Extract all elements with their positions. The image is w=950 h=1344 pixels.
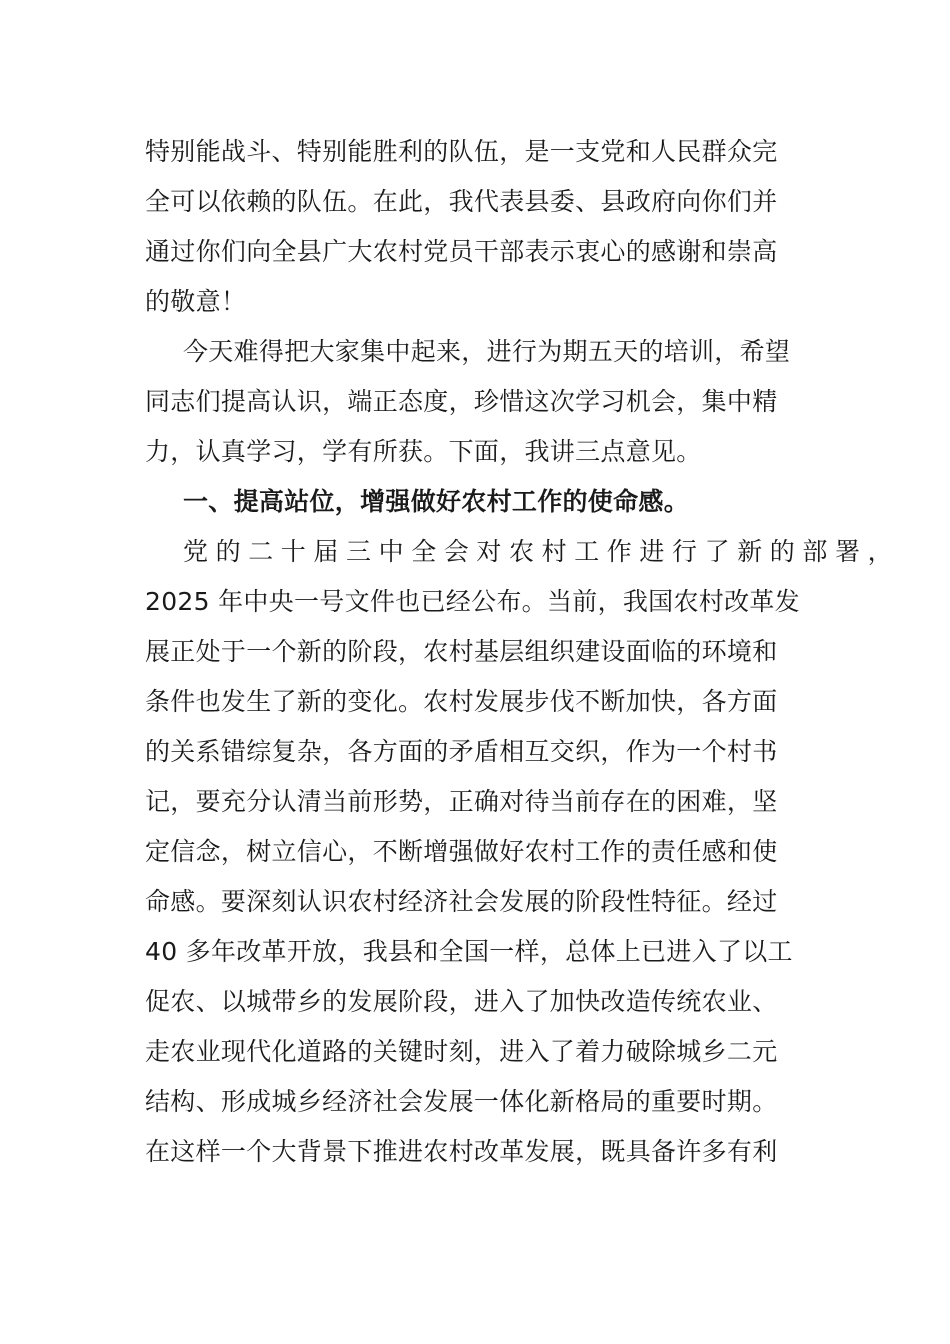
- paragraph-first-line: 党的二十届三中全会对农村工作进行了新的部署，: [183, 537, 901, 566]
- section-heading: 一、提高站位，增强做好农村工作的使命感。: [183, 487, 690, 516]
- text-line: 条件也发生了新的变化。农村发展步伐不断加快，各方面: [145, 687, 778, 716]
- text-line: 展正处于一个新的阶段，农村基层组织建设面临的环境和: [145, 637, 778, 666]
- text-line: 同志们提高认识，端正态度，珍惜这次学习机会，集中精: [145, 387, 778, 416]
- text-line: 定信念，树立信心，不断增强做好农村工作的责任感和使: [145, 837, 778, 866]
- text-line: 力，认真学习，学有所获。下面，我讲三点意见。: [145, 437, 702, 466]
- text-line: 通过你们向全县广大农村党员干部表示衷心的感谢和崇高: [145, 237, 778, 266]
- text-line: 的敬意！: [145, 287, 247, 316]
- text-line: 2025 年中央一号文件也已经公布。当前，我国农村改革发: [145, 587, 800, 616]
- text-line: 促农、以城带乡的发展阶段，进入了加快改造传统农业、: [145, 987, 778, 1016]
- text-line: 走农业现代化道路的关键时刻，进入了着力破除城乡二元: [145, 1037, 778, 1066]
- text-line: 40 多年改革开放，我县和全国一样，总体上已进入了以工: [145, 937, 793, 966]
- text-line: 命感。要深刻认识农村经济社会发展的阶段性特征。经过: [145, 887, 778, 916]
- paragraph-first-line: 今天难得把大家集中起来，进行为期五天的培训，希望: [183, 337, 791, 366]
- text-line: 记，要充分认清当前形势，正确对待当前存在的困难，坚: [145, 787, 778, 816]
- text-line: 特别能战斗、特别能胜利的队伍，是一支党和人民群众完: [145, 137, 778, 166]
- text-line: 在这样一个大背景下推进农村改革发展，既具备许多有利: [145, 1137, 778, 1166]
- text-line: 全可以依赖的队伍。在此，我代表县委、县政府向你们并: [145, 187, 778, 216]
- text-line: 的关系错综复杂，各方面的矛盾相互交织，作为一个村书: [145, 737, 778, 766]
- text-line: 结构、形成城乡经济社会发展一体化新格局的重要时期。: [145, 1087, 778, 1116]
